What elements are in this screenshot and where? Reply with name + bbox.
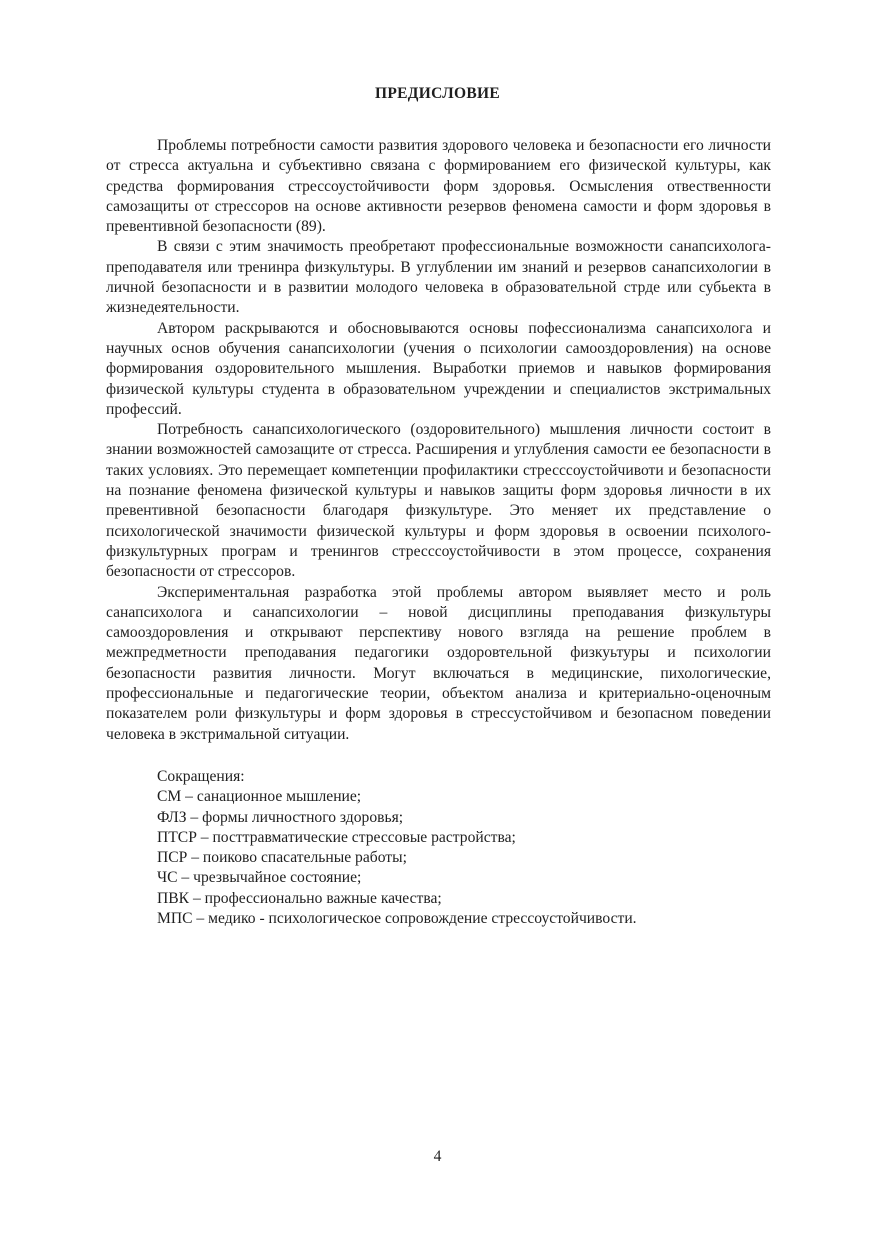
- abbreviation-item: ПВК – профессионально важные качества;: [157, 889, 442, 907]
- paragraph: В связи с этим значимость преобретают профессиональные возможности санапсихолога-преподавателя или тренинра физкультуры. В углублении им знаний и резервов санапсихологии в личной безопасности и в развитии молодого человека в образовательной стрде или субьекта в жизнедеятельности.: [106, 238, 771, 317]
- abbreviations-list: [157, 767, 797, 929]
- abbreviation-item: ПСР – поиково спасательные работы;: [157, 849, 407, 867]
- abbreviation-item: МПС – медико - психологическое сопровождение стрессоустойчивости.: [157, 910, 637, 928]
- page-title: ПРЕДИСЛОВИЕ: [374, 85, 501, 102]
- page-number: 4: [433, 1148, 442, 1165]
- paragraph: Экспериментальная разработка этой проблемы автором выявляет место и роль санапсихолога и санапсихологии – новой дисциплины преподавания физкультуры самооздоровления и открывают перспективу нового взгляда на решение проблем в межпредметности преподавания педагогики оздоровтельной физкуьтуры и психологии безопасности развития личности. Могут включаться в медицинские, пихологические, профессиональные и педагогические теории, объектом анализа и критериально-оценочным показателем роли физкультуры и форм здоровья в стрессустойчивом и безопасном поведении человека в экстримальной ситуации.: [106, 583, 771, 743]
- paragraph: Проблемы потребности самости развития здорового человека и безопасности его личности от стресса актуальна и субъективно связана с формированием его физической культуры, как средства формирования стрессоустойчивости форм здоровья. Осмысления отвественности самозащиты от стрессоров на основе активности резервов феномена самости и форм здоровья в превентивной безопасности (89).: [106, 137, 771, 236]
- abbreviations-heading: Сокращения:: [157, 768, 245, 785]
- preface-body: [106, 136, 771, 745]
- paragraph: Потребность санапсихологического (оздоровительного) мышления личности состоит в знании возможностей самозащите от стресса. Расширения и углубления самости ее безопасности в таких условиях. Это перемещает компетенции профилактики стресссоустойчивоти и безопасности на познание феномена физической культуры и навыков защиты форм здоровья личности в их превентивной безопасности благодаря физкультуре. Это меняет их представление о психологической значимости физической культуры и форм здоровья в освоении психолого-физкультурных програм и тренингов стресссоустойчивости в этом процессе, сохранения безопасности от стрессоров.: [106, 421, 771, 581]
- abbreviation-item: ЧС – чрезвычайное состояние;: [157, 869, 362, 887]
- abbreviation-item: ФЛЗ – формы личностного здоровья;: [157, 808, 404, 826]
- abbreviation-item: ПТСР – посттравматические стрессовые растройства;: [157, 828, 516, 846]
- abbreviation-item: СМ – санационное мышление;: [157, 788, 362, 806]
- paragraph: Автором раскрываются и обосновываются основы пофессионализма санапсихолога и научных основ обучения санапсихологии (учения о психологии самооздоровления) на основе формирования оздоровительного мышления. Выработки приемов и навыков формирования физической культуры студента в образовательном учреждении и специалистов экстримальных профессий.: [106, 319, 771, 418]
